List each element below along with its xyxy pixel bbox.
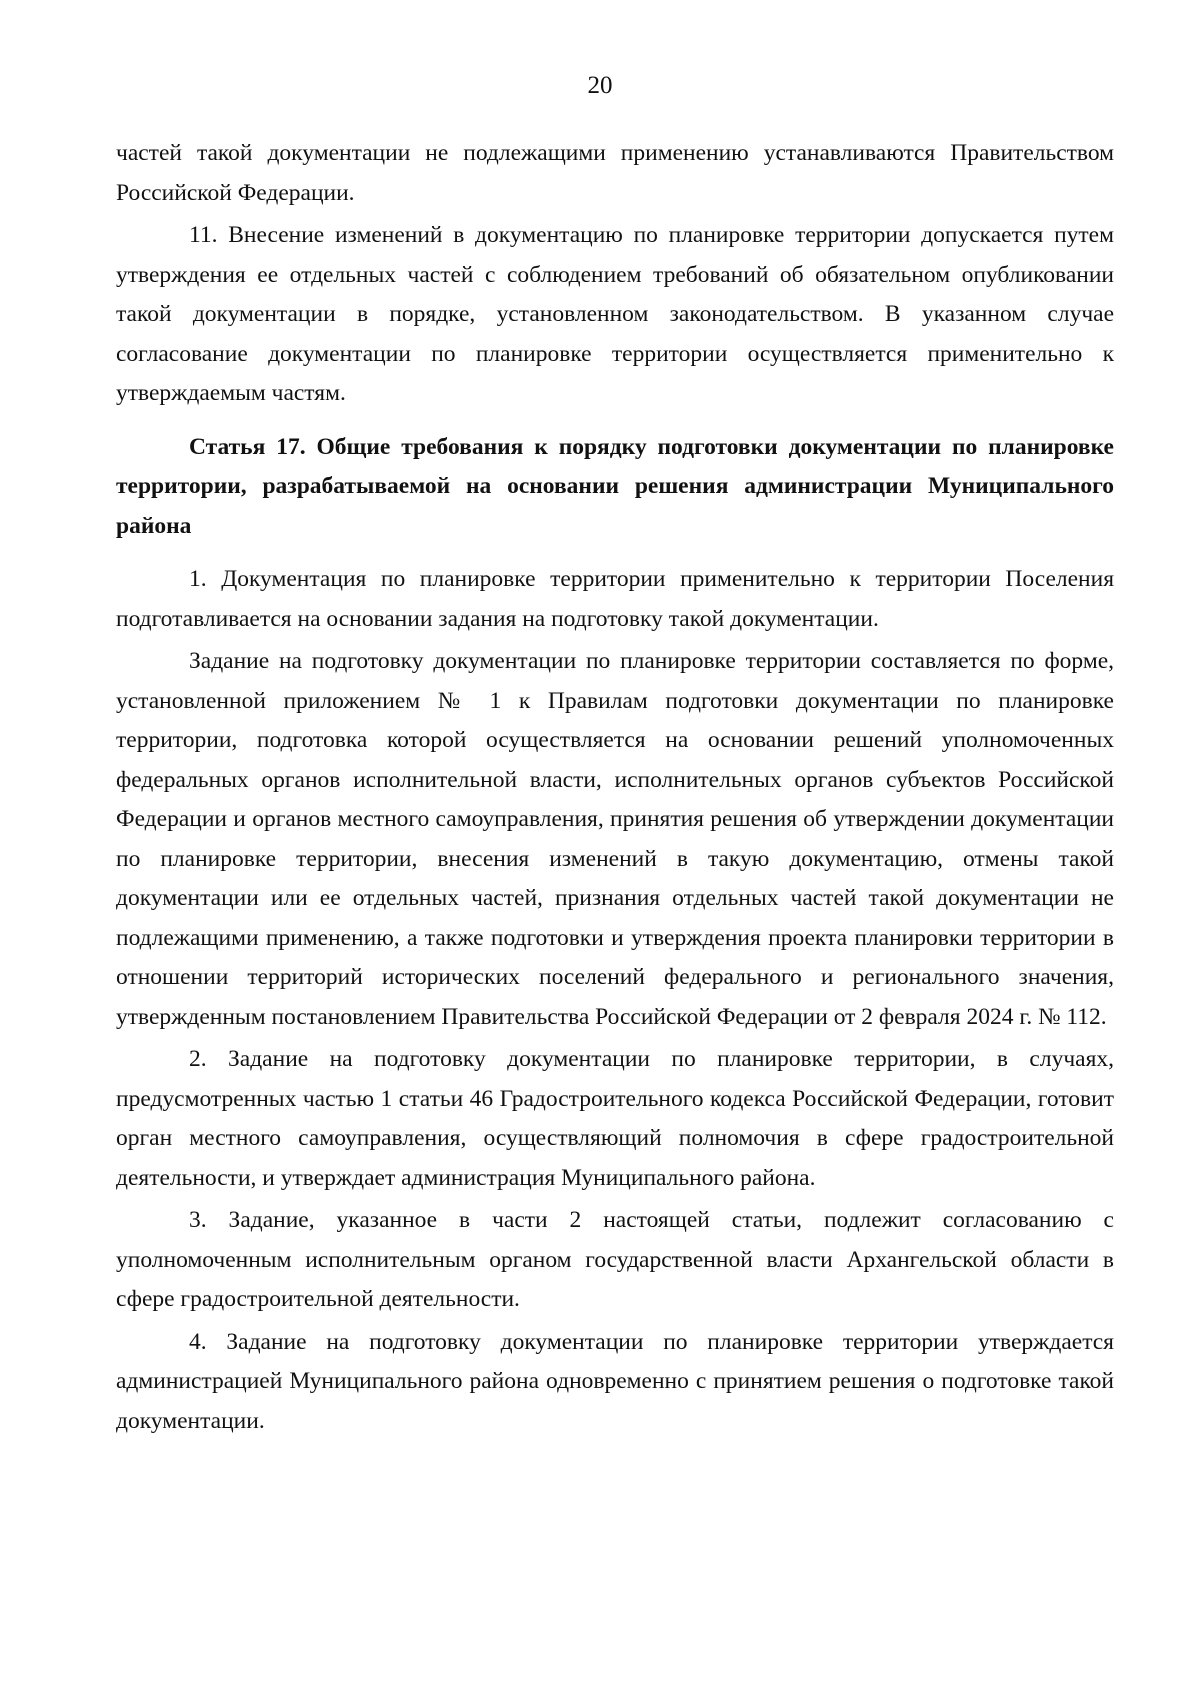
paragraph-item-11: 11. Внесение изменений в документацию по планировке территории допускается путем утверждения ее отдельных частей с соблюдением требований об обязательном опубликовании такой документации в порядке, установленном законодательством. В указанном случае согласование документации по планировке территории осуществляется применительно к утверждаемым частям. xyxy=(116,222,1114,406)
paragraph-item-4: 4. Задание на подготовку документации по планировке территории утверждается администрацией Муниципального района одновременно с принятием решения о подготовке такой документации. xyxy=(116,1328,1114,1434)
paragraph-continuation: частей такой документации не подлежащими применению устанавливаются Правительством Российской Федерации. xyxy=(116,140,1114,206)
paragraph-item-3: 3. Задание, указанное в части 2 настоящей статьи, подлежит согласованию с уполномоченным исполнительным органом государственной власти Архангельской области в сфере градостроительной деятельности. xyxy=(116,1207,1114,1312)
paragraph-item-2: 2. Задание на подготовку документации по планировке территории, в случаях, предусмотренных частью 1 статьи 46 Градостроительного кодекса Российской Федерации, готовит орган местного самоуправления, осуществляющий полномочия в сфере градостроительной деятельности, и утверждает администрация Муниципального района. xyxy=(116,1046,1114,1191)
article-heading: Статья 17. Общие требования к порядку подготовки документации по планировке территории, разрабатываемой на основании решения администрации Муниципального района xyxy=(116,433,1114,539)
page-number: 20 xyxy=(587,72,613,99)
document-body xyxy=(116,134,1114,1441)
paragraph-item-1: 1. Документация по планировке территории применительно к территории Поселения подготавливается на основании задания на подготовку такой документации. xyxy=(116,566,1114,632)
paragraph-task-form: Задание на подготовку документации по планировке территории составляется по форме, установленной приложением № 1 к Правилам подготовки документации по планировке территории, подготовка которой осуществляется на основании решений уполномоченных федеральных органов исполнительной власти, исполнительных органов субъектов Российской Федерации и органов местного самоуправления, принятия решения об утверждении документации по планировке территории, внесения изменений в такую документацию, отмены такой документации или ее отдельных частей, признания отдельных частей такой документации не подлежащими применению, а также подготовки и утверждения проекта планировки территории в отношении территорий исторических поселений федерального и регионального значения, утвержденным постановлением Правительства Российской Федерации от 2 февраля 2024 г. № 112. xyxy=(116,648,1114,1030)
